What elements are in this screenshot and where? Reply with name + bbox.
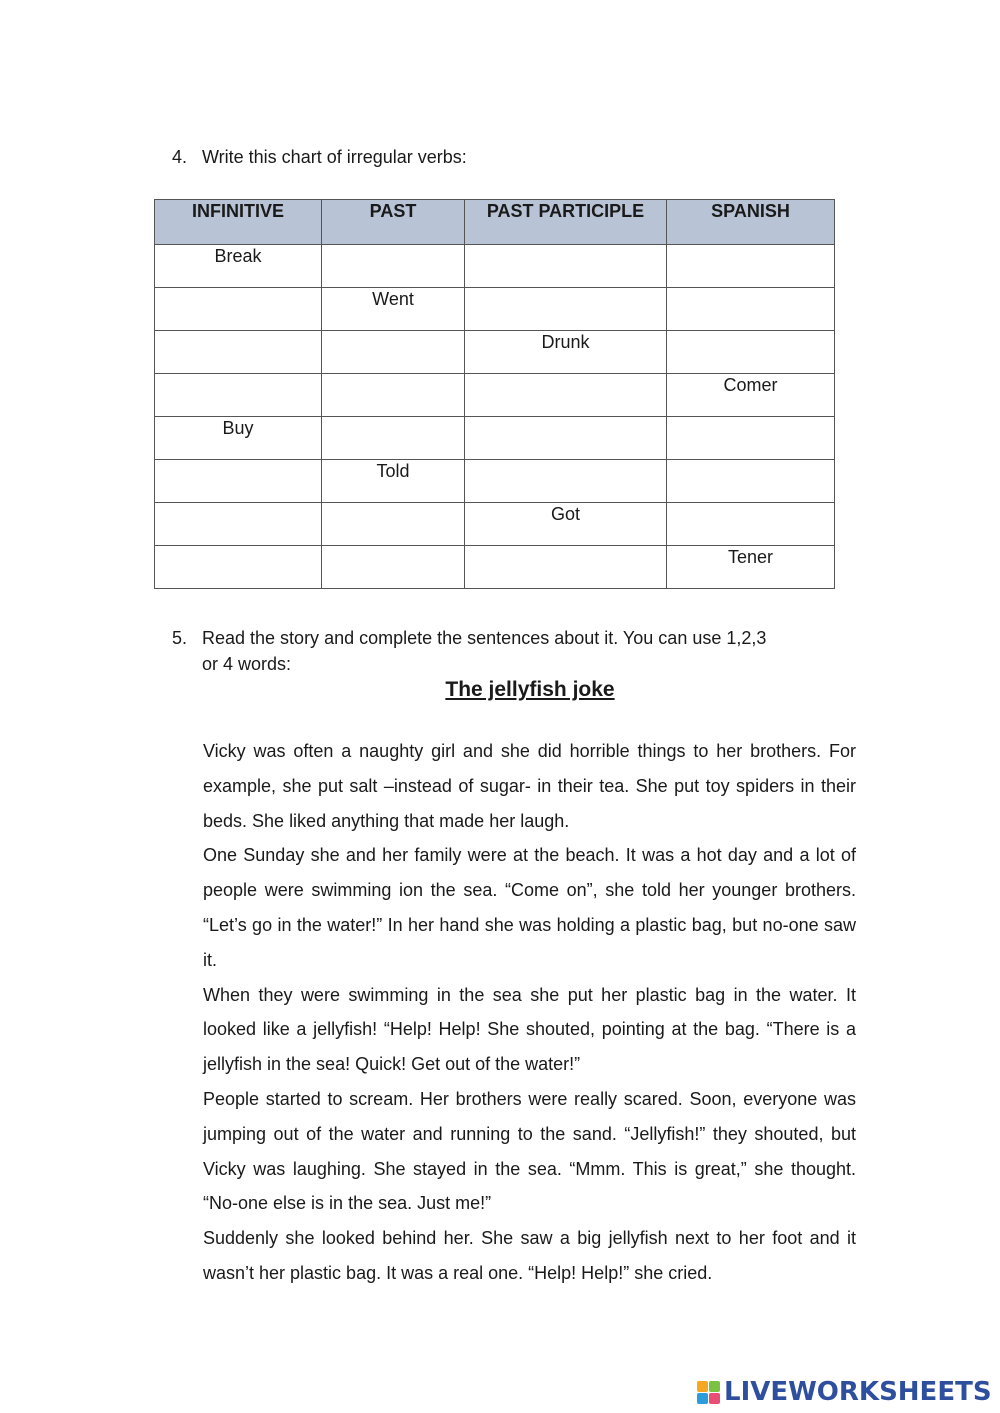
answer-cell[interactable] xyxy=(155,288,322,331)
story-paragraph: One Sunday she and her family were at the beach. It was a hot day and a lot of people were swimming ion the sea. “Come on”, she told her younger brothers. “Let’s go in the water!” In her hand she was holding a plastic bag, but no-one saw it. xyxy=(203,845,856,970)
exercise-5-instruction xyxy=(172,625,852,677)
answer-cell[interactable] xyxy=(465,417,667,460)
logo-square xyxy=(709,1393,720,1404)
table-cell: Got xyxy=(465,503,667,546)
answer-cell[interactable] xyxy=(322,374,465,417)
table-row xyxy=(155,374,835,417)
answer-cell[interactable] xyxy=(155,546,322,589)
table-cell: Drunk xyxy=(465,331,667,374)
exercise-4-text: Write this chart of irregular verbs: xyxy=(202,147,467,167)
table-cell: Break xyxy=(155,245,322,288)
table-cell: Tener xyxy=(667,546,835,589)
answer-cell[interactable] xyxy=(667,331,835,374)
header-infinitive: INFINITIVE xyxy=(155,200,322,245)
logo-square xyxy=(697,1381,708,1392)
answer-cell[interactable] xyxy=(322,417,465,460)
answer-cell[interactable] xyxy=(667,460,835,503)
table-header-row xyxy=(155,200,835,245)
exercise-4-number: 4. xyxy=(172,147,188,167)
exercise-4-instruction xyxy=(172,146,467,168)
answer-cell[interactable] xyxy=(322,331,465,374)
table-row xyxy=(155,288,835,331)
header-past-participle: PAST PARTICIPLE xyxy=(465,200,667,245)
story-paragraph: When they were swimming in the sea she put her plastic bag in the water. It looked like a jellyfish! “Help! Help! She shouted, pointing at the bag. “There is a jellyfish in the sea! Quick! Get out of the water!” xyxy=(203,984,856,1075)
answer-cell[interactable] xyxy=(322,546,465,589)
table-cell: Comer xyxy=(667,374,835,417)
answer-cell[interactable] xyxy=(465,288,667,331)
liveworksheets-wordmark: LIVEWORKSHEETS xyxy=(724,1377,992,1407)
table-row xyxy=(155,546,835,589)
exercise-5-text-line2: or 4 words: xyxy=(202,654,292,674)
answer-cell[interactable] xyxy=(465,245,667,288)
answer-cell[interactable] xyxy=(465,460,667,503)
story-paragraph: Vicky was often a naughty girl and she did horrible things to her brothers. For example, she put salt –instead of sugar- in their tea. She put toy spiders in their beds. She liked anything that made her laugh. xyxy=(203,741,856,831)
answer-cell[interactable] xyxy=(465,546,667,589)
story-paragraph: People started to scream. Her brothers were really scared. Soon, everyone was jumping out of the water and running to the sand. “Jellyfish!” they shouted, but Vicky was laughing. She stayed in the sea. “Mmm. This is great,” she thought. “No-one else is in the sea. Just me!” xyxy=(203,1088,856,1214)
exercise-5-number: 5. xyxy=(172,628,188,648)
table-row xyxy=(155,503,835,546)
header-spanish: SPANISH xyxy=(667,200,835,245)
answer-cell[interactable] xyxy=(465,374,667,417)
table-cell: Told xyxy=(322,460,465,503)
answer-cell[interactable] xyxy=(322,245,465,288)
logo-square xyxy=(697,1393,708,1404)
answer-cell[interactable] xyxy=(155,503,322,546)
answer-cell[interactable] xyxy=(667,245,835,288)
answer-cell[interactable] xyxy=(667,288,835,331)
table-cell: Buy xyxy=(155,417,322,460)
irregular-verbs-table xyxy=(154,199,835,589)
logo-square xyxy=(709,1381,720,1392)
exercise-5-text-line1: Read the story and complete the sentences about it. You can use 1,2,3 xyxy=(202,628,767,648)
answer-cell[interactable] xyxy=(155,460,322,503)
table-row xyxy=(155,460,835,503)
answer-cell[interactable] xyxy=(155,331,322,374)
answer-cell[interactable] xyxy=(155,374,322,417)
answer-cell[interactable] xyxy=(667,417,835,460)
header-past: PAST xyxy=(322,200,465,245)
liveworksheets-mark-icon xyxy=(697,1381,720,1404)
answer-cell[interactable] xyxy=(322,503,465,546)
table-cell: Went xyxy=(322,288,465,331)
table-row xyxy=(155,245,835,288)
table-row xyxy=(155,417,835,460)
story-paragraph: Suddenly she looked behind her. She saw a big jellyfish next to her foot and it wasn’t her plastic bag. It was a real one. “Help! Help!” she cried. xyxy=(203,1228,856,1283)
answer-cell[interactable] xyxy=(667,503,835,546)
table-row xyxy=(155,331,835,374)
story-title: The jellyfish joke xyxy=(445,678,615,701)
story-body xyxy=(203,734,856,1291)
liveworksheets-logo xyxy=(697,1377,992,1407)
